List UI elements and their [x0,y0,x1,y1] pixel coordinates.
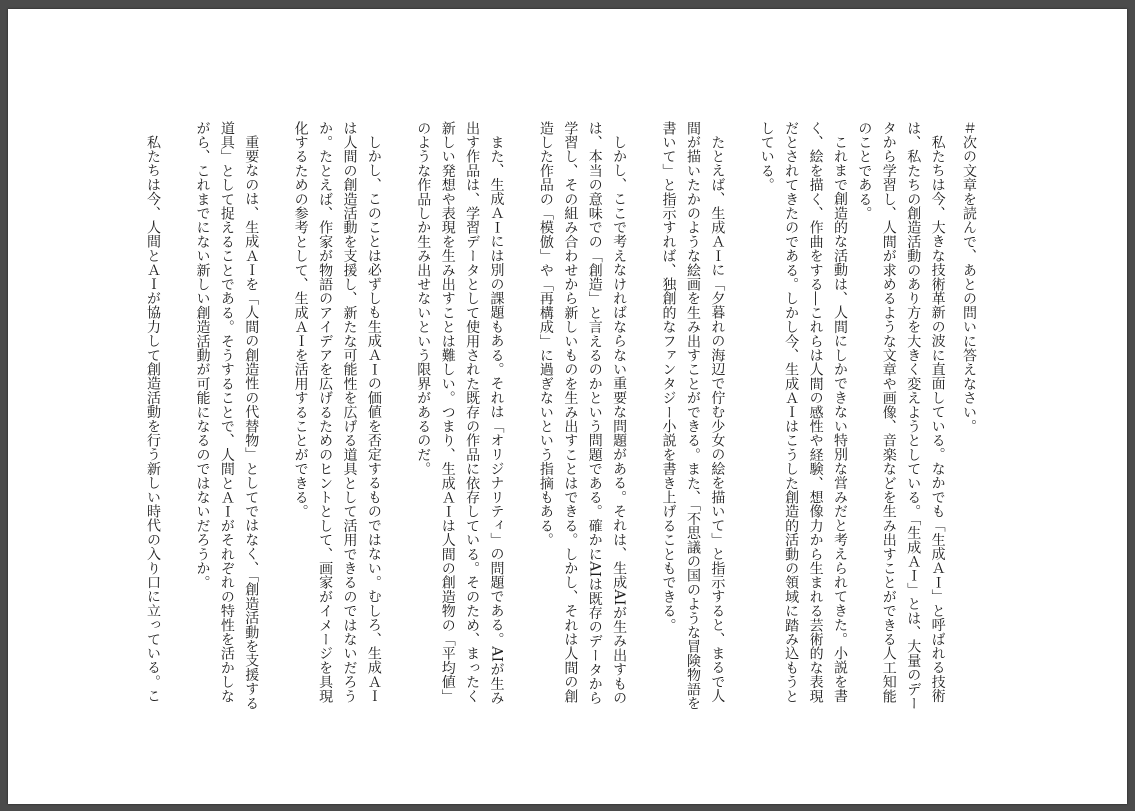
paragraph-4: しかし、ここで考えなければならない重要な問題がある。それは、生成AIが生み出すものは、本当の意味での「創造」と言えるのかという問題である。確かにAIは既存のデータから学習し、その組み合わせから新しいものを生み出すことはできる。しかし、それは人間の創造した作品の「模倣」や「再構成」に過ぎないという指摘もある。 [537,121,628,706]
paragraph-2: これまで創造的な活動は、人間にしかできない特別な営みだと考えられてきた。小説を書く、絵を描く、作曲をする―これらは人間の感性や経験、想像力から生まれる芸術的な表現だとされてきたのである。しかし今、生成ＡＩはこうした創造的活動の領域に踏み込もうとしている。 [758,121,848,704]
paragraph-7: 重要なのは、生成ＡＩを「人間の創造性の代替物」としてではなく、「創造活動を支援する道具」として捉えることである。そうすることで、人間とＡＩがそれぞれの特性を活かしながら、これまでにない新しい創造活動が可能になるのではないだろうか。 [194,121,260,711]
paragraph-6: しかし、このことは必ずしも生成ＡＩの価値を否定するものではない。むしろ、生成ＡＩは人間の創造活動を支援し、新たな可能性を広げる道具として活用できるのではないだろうか。たとえば、作家が物語のアイデアを広げるためのヒントとして、画家がイメージを具現化するための参考として、生成ＡＩを活用することができる。 [292,121,382,704]
paragraph-1: 私たちは今、大きな技術革新の波に直面している。なかでも「生成ＡＩ」と呼ばれる技術は、私たちの創造活動のあり方を大きく変えようとしている。「生成ＡＩ」とは、大量のデータから学習し、人間が求めるような文章や画像、音楽などを生み出すことができる人工知能のことである。 [856,121,946,711]
paragraph-3: たとえば、生成ＡＩに「夕暮れの海辺で佇む少女の絵を描いて」と指示すると、まるで人間が描いたかのような絵画を生み出すことができる。また、「不思議の国のような冒険物語を書いて」と指示すれば、独創的なファンタジー小説を書き上げることもできる。 [660,121,726,711]
vertical-text-body [116,121,981,711]
document-page [8,9,1127,804]
paragraph-8: 私たちは今、人間とＡＩが協力して創造活動を行う新しい時代の入り口に立っている。こ [145,135,162,703]
paragraph-5: また、生成ＡＩには別の課題もある。それは「オリジナリティ」の問題である。AIが生み出す作品は、学習データとして使用された既存の作品に依存している。そのため、まったく新しい発想や表現を生み出すことは難しい。つまり、生成ＡＩは人間の創造物の「平均値」のような作品しか生み出せないという限界があるのだ。 [415,121,505,705]
question-heading: ＃次の文章を読んで、あとの問いに答えなさい。 [961,121,977,434]
